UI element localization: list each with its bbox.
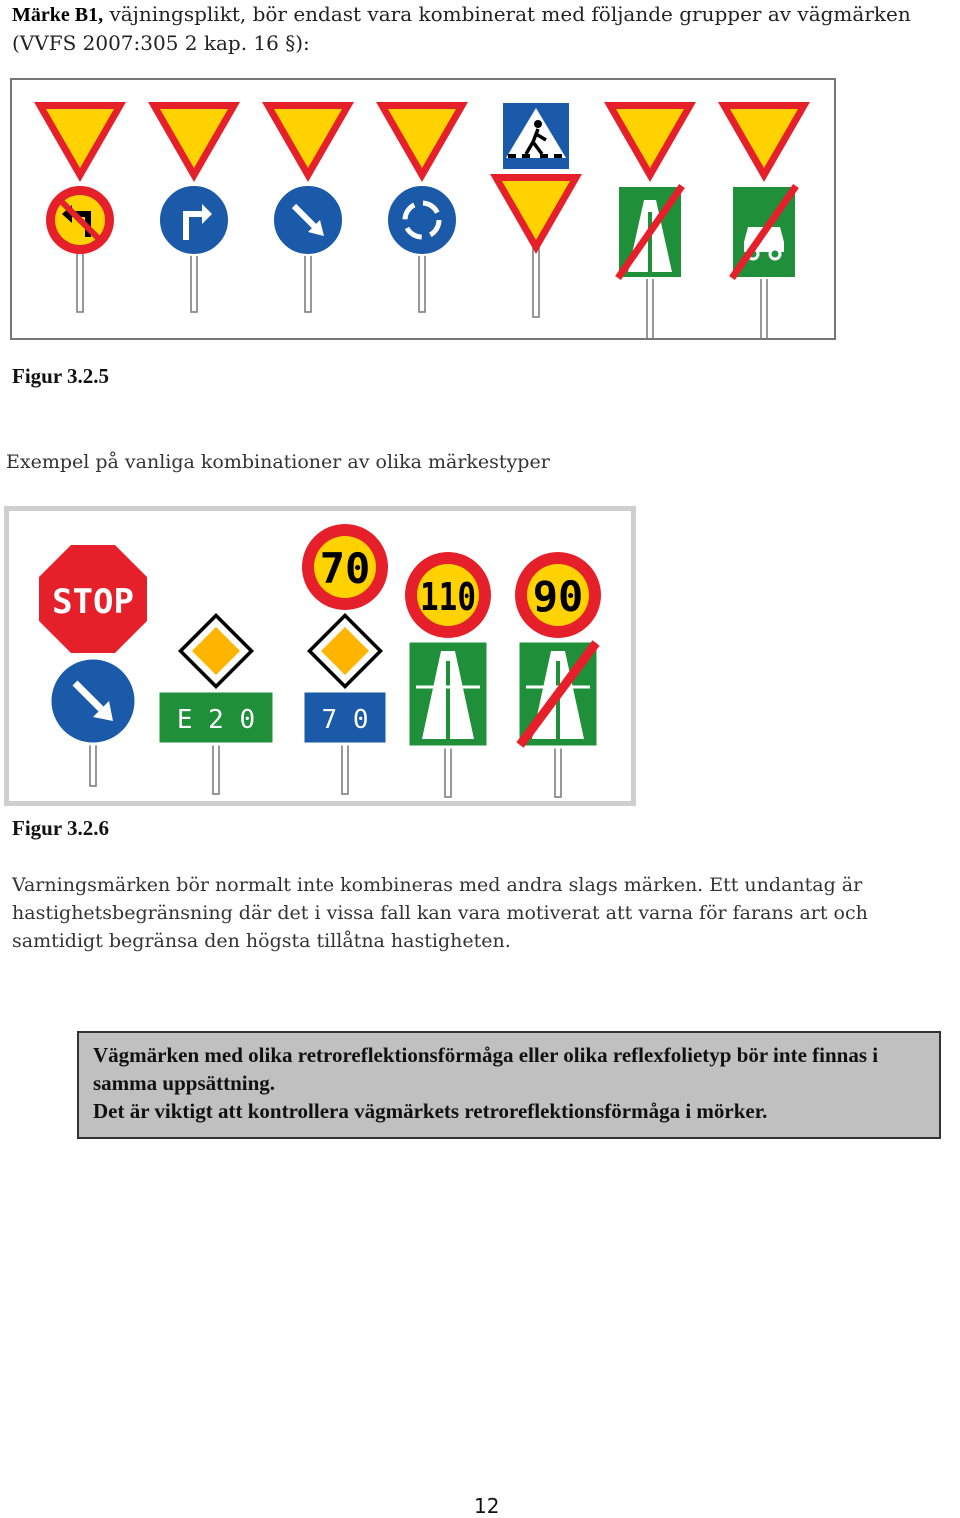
- speed-110-motorway-combination: [405, 552, 491, 797]
- note-line-1: Vägmärken med olika retroreflektionsförmåga eller olika reflexfolietyp bör inte finnas i samma uppsättning.: [93, 1043, 879, 1095]
- combination-signs-illustration: [9, 511, 631, 801]
- body-paragraph: Varningsmärken bör normalt inte kombineras med andra slags märken. Ett undantag är hastighetsbegränsning där det i vissa fall kan vara motiverat att varna för farans art och samtidigt begränsa den högsta tillåtna hastigheten.: [12, 874, 868, 952]
- e20-text: E 2 0: [176, 705, 256, 735]
- note-box: [77, 1031, 941, 1139]
- limit-110-text: 110: [420, 575, 476, 619]
- section-heading: Exempel på vanliga kombinationer av olika märkestyper: [6, 451, 550, 473]
- stop-text: STOP: [52, 582, 134, 622]
- figure-sign-combinations: [4, 506, 636, 806]
- limit-70-text: 70: [319, 544, 371, 593]
- yield-end-motorroad-sign: [718, 102, 810, 338]
- priority-road-e20-combination: [158, 613, 274, 794]
- note-line-2: Det är viktigt att kontrollera vägmärkets retroreflektionsförmåga i mörker.: [93, 1099, 768, 1123]
- limit-90-text: 90: [532, 572, 584, 621]
- speed-90-end-motorway-combination: [515, 552, 601, 797]
- yield-right-turn-sign: [148, 102, 240, 312]
- pedestrian-crossing-yield-sign: [490, 102, 582, 317]
- figure-caption-2: Figur 3.2.6: [12, 816, 110, 840]
- speed-70-priority-road-70-combination: [302, 524, 388, 794]
- figure-yield-combinations: [10, 78, 836, 340]
- yield-signs-illustration: [12, 80, 834, 338]
- yield-end-motorway-sign: [604, 102, 696, 338]
- figure-caption-1: Figur 3.2.5: [12, 364, 110, 388]
- intro-text: [12, 0, 960, 57]
- yield-roundabout-sign: [376, 102, 468, 312]
- intro-rest: väjningsplikt, bör endast vara kombinerat med följande grupper av vägmärken (VVFS 2007:305 2 kap. 16 §):: [12, 2, 911, 55]
- yield-no-left-turn-sign: [34, 102, 126, 312]
- page-number: 12: [474, 1494, 500, 1518]
- stop-pass-right-combination: [35, 541, 151, 786]
- yield-pass-right-sign: [262, 102, 354, 312]
- intro-bold: Märke B1,: [12, 4, 104, 26]
- road-70-text: 7 0: [321, 705, 369, 735]
